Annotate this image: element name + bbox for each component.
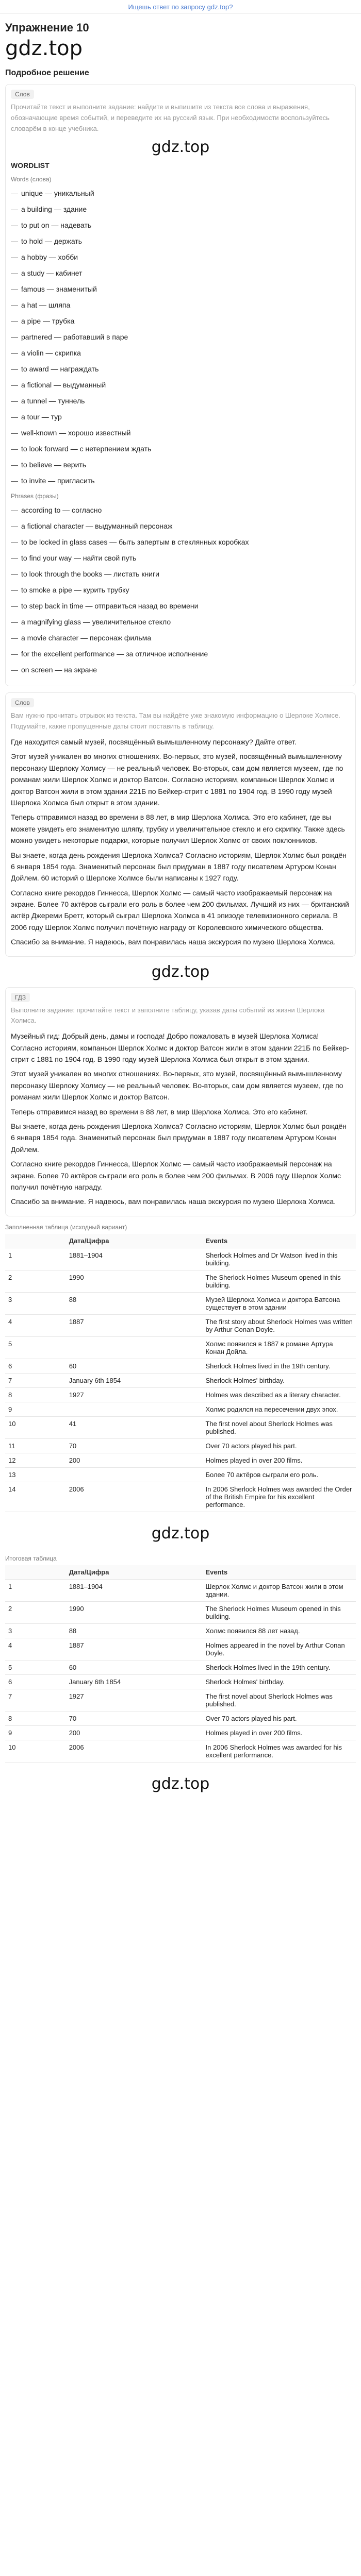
list-item: — a pipe — трубка xyxy=(11,317,75,326)
list-item: — according to — согласно xyxy=(11,506,102,515)
table-row xyxy=(5,1416,356,1438)
watermark: gdz.top xyxy=(5,37,83,60)
table-cell: 1887 xyxy=(66,1638,203,1660)
table-cell: Sherlock Holmes' birthday. xyxy=(202,1373,356,1387)
table-1 xyxy=(5,1224,356,1512)
list-item: — to look through the books — листать книги xyxy=(11,570,159,579)
table-cell: 60 xyxy=(66,1359,203,1373)
paragraph: Где находится самый музей, посвящённый вымышленному персонажу? Дайте ответ. xyxy=(11,737,297,746)
table-row xyxy=(5,1402,356,1416)
answer-card xyxy=(5,987,356,1216)
table-row xyxy=(5,1725,356,1740)
table-cell: The first story about Sherlock Holmes was written by Arthur Conan Doyle. xyxy=(202,1314,356,1336)
table-cell: In 2006 Sherlock Holmes was awarded the Order of the British Empire for his excellent performance. xyxy=(202,1482,356,1512)
list-item: — famous — знаменитый xyxy=(11,285,97,294)
table-cell: January 6th 1854 xyxy=(66,1373,203,1387)
table-cell: Музей Шерлока Холмса и доктора Ватсона существует в этом здании xyxy=(202,1292,356,1314)
table-cell: The Sherlock Holmes Museum opened in this building. xyxy=(202,1601,356,1623)
page-title: Упражнение 10 xyxy=(5,21,89,34)
table-cell: The Sherlock Holmes Museum opened in this building. xyxy=(202,1270,356,1292)
table-cell: 1927 xyxy=(66,1689,203,1711)
watermark: gdz.top xyxy=(151,1774,210,1793)
table-cell: 3 xyxy=(5,1623,66,1638)
table-cell: 7 xyxy=(5,1689,66,1711)
table-cell: Sherlock Holmes lived in the 19th century. xyxy=(202,1359,356,1373)
table-cell: 2 xyxy=(5,1601,66,1623)
list-item: — to award — награждать xyxy=(11,365,99,374)
table-cell: 41 xyxy=(66,1416,203,1438)
paragraph: Вы знаете, когда день рождения Шерлока Холмса? Согласно историям, Шерлок Холмс был рождён 6 января 1854 года. Знаменитый персонаж был придуман в 1887 году писателем Артуром Конан Дойлем. xyxy=(11,1122,347,1154)
column-header xyxy=(5,1565,66,1580)
table-cell: 60 xyxy=(66,1660,203,1674)
column-header xyxy=(5,1234,66,1248)
intro-tag: Слов xyxy=(11,90,34,99)
table-row xyxy=(5,1314,356,1336)
table-cell: Over 70 actors played his part. xyxy=(202,1711,356,1725)
table-cell: Sherlock Holmes and Dr Watson lived in this building. xyxy=(202,1248,356,1270)
table-cell: Holmes was described as a literary character. xyxy=(202,1387,356,1402)
table-cell: Over 70 actors played his part. xyxy=(202,1438,356,1453)
table-row xyxy=(5,1740,356,1762)
table-row xyxy=(5,1623,356,1638)
paragraph: Спасибо за внимание. Я надеюсь, вам понравилась наша экскурсия по музею Шерлока Холмса. xyxy=(11,1197,336,1206)
table-cell: 1881–1904 xyxy=(66,1248,203,1270)
table-cell: January 6th 1854 xyxy=(66,1674,203,1689)
watermark-row xyxy=(5,1770,356,1798)
table-row xyxy=(5,1601,356,1623)
table-row xyxy=(5,1579,356,1601)
list-item: — to step back in time — отправиться назад во времени xyxy=(11,602,199,611)
list-item: — a tour — тур xyxy=(11,413,62,421)
watermark-row xyxy=(5,1519,356,1548)
table-cell: Holmes played in over 200 films. xyxy=(202,1453,356,1467)
table-cell: 10 xyxy=(5,1740,66,1762)
column-header: Дата/Цифра xyxy=(66,1565,203,1580)
table-cell: 7 xyxy=(5,1373,66,1387)
list-item: — to find your way — найти свой путь xyxy=(11,554,137,563)
table-cell: 13 xyxy=(5,1467,66,1482)
table-cell: 1927 xyxy=(66,1387,203,1402)
table-row xyxy=(5,1438,356,1453)
table-cell: 1881–1904 xyxy=(66,1579,203,1601)
watermark: gdz.top xyxy=(151,138,210,157)
table-cell: 14 xyxy=(5,1482,66,1512)
list-item: — to invite — пригласить xyxy=(11,477,95,485)
paragraph: Теперь отправимся назад во времени в 88 лет, в мир Шерлока Холмса. Это его кабинет, где вы можете увидеть его знаменитую шляпу, трубку и увеличительное стекло и его скрипку. Также здесь можно увидеть некоторые подарки, которые получил Шерлок Холмс от своих поклонников. xyxy=(11,813,345,845)
text-instruction: Вам нужно прочитать отрывок из текста. Там вы найдёте уже знакомую информацию о Шерлоке Холмсе. Подумайте, какие пропущенные даты стоит поставить в таблицу. xyxy=(11,711,340,731)
list-item: — partnered — работавший в паре xyxy=(11,333,128,342)
table-cell: 9 xyxy=(5,1402,66,1416)
page-subtitle: Подробное решение xyxy=(5,69,89,77)
list-item: — a fictional character — выдуманный персонаж xyxy=(11,522,173,531)
table-row xyxy=(5,1359,356,1373)
answer-instruction: Выполните задание: прочитайте текст и заполните таблицу, указав даты событий из жизни Шерлока Холмса. xyxy=(11,1006,325,1025)
list-item: — to smoke a pipe — курить трубку xyxy=(11,586,129,595)
text-card xyxy=(5,692,356,956)
table-cell: 6 xyxy=(5,1674,66,1689)
table-cell: Шерлок Холмс и доктор Ватсон жили в этом здании. xyxy=(202,1579,356,1601)
intro-card xyxy=(5,84,356,686)
table-cell: Holmes appeared in the novel by Arthur Conan Doyle. xyxy=(202,1638,356,1660)
table-cell: 1 xyxy=(5,1248,66,1270)
vocab-label: Words (слова) xyxy=(11,176,52,183)
table-cell: 1887 xyxy=(66,1314,203,1336)
table-row xyxy=(5,1467,356,1482)
table-row xyxy=(5,1453,356,1467)
table-row xyxy=(5,1248,356,1270)
list-item: — to be locked in glass cases — быть запертым в стеклянных коробках xyxy=(11,538,249,547)
table-cell: 12 xyxy=(5,1453,66,1467)
list-item: — a movie character — персонаж фильма xyxy=(11,634,152,642)
paragraph: Согласно книге рекордов Гиннесса, Шерлок Холмс — самый часто изображаемый персонаж на экране. Более 70 актёров сыграли его роль в более чем 200 фильмах. В 2006 году Шерлок Холмс получил почётную награду. xyxy=(11,1160,341,1191)
table-cell: Sherlock Holmes' birthday. xyxy=(202,1674,356,1689)
table-cell: 5 xyxy=(5,1660,66,1674)
answer-tag: ГДЗ xyxy=(11,993,30,1002)
table-row xyxy=(5,1674,356,1689)
table-cell: 70 xyxy=(66,1711,203,1725)
table-cell: 70 xyxy=(66,1438,203,1453)
list-item: — a violin — скрипка xyxy=(11,349,81,358)
table-cell: 88 xyxy=(66,1623,203,1638)
watermark: gdz.top xyxy=(151,1524,210,1543)
table-cell: 5 xyxy=(5,1336,66,1359)
table-cell: 3 xyxy=(5,1292,66,1314)
vocab-header: WORDLIST xyxy=(11,161,50,170)
table-cell: 2006 xyxy=(66,1482,203,1512)
table-cell: 9 xyxy=(5,1725,66,1740)
phrases-list xyxy=(11,505,350,675)
table-header-row xyxy=(5,1565,356,1580)
table-2 xyxy=(5,1555,356,1762)
list-item: — a building — здание xyxy=(11,205,87,214)
table-cell: 2 xyxy=(5,1270,66,1292)
list-item: — to believe — верить xyxy=(11,461,87,469)
list-item: — a fictional — выдуманный xyxy=(11,381,106,389)
column-header: Events xyxy=(202,1565,356,1580)
paragraph: Этот музей уникален во многих отношениях. Во-первых, это музей, посвящённый вымышленному персонажу Шерлоку Холмсу — не реальный человек. Во-вторых, сам дом является музеем, где по романам жили Шерлок Холмс и доктор Ватсон. xyxy=(11,1070,343,1101)
table-cell: 8 xyxy=(5,1711,66,1725)
table-cell xyxy=(66,1336,203,1359)
table-cell: The first novel about Sherlock Holmes was published. xyxy=(202,1689,356,1711)
table-row xyxy=(5,1292,356,1314)
list-item: — a magnifying glass — увеличительное стекло xyxy=(11,618,171,626)
table-cell: The first novel about Sherlock Holmes was published. xyxy=(202,1416,356,1438)
table-cell xyxy=(66,1467,203,1482)
list-item: — to put on — надевать xyxy=(11,221,92,230)
vocab-list xyxy=(11,188,350,486)
table-body xyxy=(5,1248,356,1512)
table-row xyxy=(5,1373,356,1387)
table-cell: 8 xyxy=(5,1387,66,1402)
table-cell: 4 xyxy=(5,1314,66,1336)
table-cell: 11 xyxy=(5,1438,66,1453)
list-item: — a tunnel — туннель xyxy=(11,397,85,405)
table-cell: Холмс родился на пересечении двух эпох. xyxy=(202,1402,356,1416)
table-cell: 1990 xyxy=(66,1601,203,1623)
column-header: Events xyxy=(202,1234,356,1248)
table-cell: Holmes played in over 200 films. xyxy=(202,1725,356,1740)
list-item: — unique — уникальный xyxy=(11,189,94,198)
paragraph: Вы знаете, когда день рождения Шерлока Холмса? Согласно историям, Шерлок Холмс был рождён 6 января 1854 года. Знаменитый персонаж был придуман в 1887 году писателем Артуром Конан Дойлем. 60 историй о Шерлоке Холмсе были написаны к 1927 году. xyxy=(11,851,347,883)
table-row xyxy=(5,1711,356,1725)
table-row xyxy=(5,1689,356,1711)
table-row xyxy=(5,1482,356,1512)
list-item: — for the excellent performance — за отличное исполнение xyxy=(11,650,208,658)
table-cell: 1990 xyxy=(66,1270,203,1292)
paragraph: Теперь отправимся назад во времени в 88 лет, в мир Шерлока Холмса. Это его кабинет. xyxy=(11,1107,308,1116)
list-item: — a study — кабинет xyxy=(11,269,83,278)
list-item: — on screen — на экране xyxy=(11,666,97,674)
table-cell: Более 70 актёров сыграли его роль. xyxy=(202,1467,356,1482)
dates-table xyxy=(5,1234,356,1512)
text-tag: Слов xyxy=(11,698,34,707)
dates-table xyxy=(5,1565,356,1762)
table-cell: 6 xyxy=(5,1359,66,1373)
table-cell: Холмс появился 88 лет назад. xyxy=(202,1623,356,1638)
paragraph: Этот музей уникален во многих отношениях. Во-первых, это музей, посвящённый вымышленному персонажу Шерлоку Холмсу — не реальный человек. Во-вторых, сам дом является музеем, где по романам жили Шерлок Холмс и доктор Ватсон. Согласно историям, компаньон Шерлок Холмс и доктор Ватсон жили в этом здании 221Б по Бейкер-стрит с 1881 по 1904 год. В 1990 году музей Шерлока Холмса был открыт в этом здании. xyxy=(11,752,343,807)
table-header-row xyxy=(5,1234,356,1248)
table-cell: 2006 xyxy=(66,1740,203,1762)
list-item: — to look forward — с нетерпением ждать xyxy=(11,445,152,453)
list-item: — to hold — держать xyxy=(11,237,83,246)
table-cell: 200 xyxy=(66,1725,203,1740)
table-cell: Sherlock Holmes lived in the 19th century. xyxy=(202,1660,356,1674)
paragraph: Согласно книге рекордов Гиннесса, Шерлок Холмс — самый часто изображаемый персонаж на экране. Более 70 актёров сыграли его роль в более чем 200 фильмах. Лучший из них — британский актёр Джереми Бретт, который сыграл Шерлока Холмса в 41 эпизоде телевизионного сериала. В 2006 году Шерлок Холмс получил почётную награду от Королевского химического общества. xyxy=(11,888,349,931)
phrases-label: Phrases (фразы) xyxy=(11,493,59,500)
intro-text: Прочитайте текст и выполните задание: найдите и выпишите из текста все слова и выражения, обозначающие время событий, и переведите их на русский язык. При необходимости воспользуйтесь словарём в конце учебника. xyxy=(11,103,330,132)
table-row xyxy=(5,1336,356,1359)
list-item: — well-known — хорошо известный xyxy=(11,429,131,437)
table-cell: Холмс появился в 1887 в романе Артура Конан Дойла. xyxy=(202,1336,356,1359)
table-body xyxy=(5,1579,356,1762)
table-cell: 88 xyxy=(66,1292,203,1314)
table-cell: In 2006 Sherlock Holmes was awarded for his excellent performance. xyxy=(202,1740,356,1762)
table-row xyxy=(5,1270,356,1292)
list-item: — a hat — шляпа xyxy=(11,301,71,310)
table-cell xyxy=(66,1402,203,1416)
list-item: — a hobby — хобби xyxy=(11,253,78,262)
paragraph: Музейный гид: Добрый день, дамы и господа! Добро пожаловать в музей Шерлока Холмса! Согласно историям, компаньон Шерлок Холмс и доктор Ватсон жили в этом здании 221Б по Бейкер-стрит с 1881 по 1904 год. В 1990 году музей Шерлока Холмса был открыт в этом здании. xyxy=(11,1032,349,1063)
table-cell: 1 xyxy=(5,1579,66,1601)
table-cell: 10 xyxy=(5,1416,66,1438)
column-header: Дата/Цифра xyxy=(66,1234,203,1248)
table-row xyxy=(5,1660,356,1674)
table-2-caption: Итоговая таблица xyxy=(5,1554,57,1562)
top-link[interactable]: Ищешь ответ по запросу gdz.top? xyxy=(128,3,233,11)
table-row xyxy=(5,1387,356,1402)
table-cell: 4 xyxy=(5,1638,66,1660)
table-cell: 200 xyxy=(66,1453,203,1467)
table-1-caption: Заполненная таблица (исходный вариант) xyxy=(5,1223,127,1231)
top-bar xyxy=(0,0,361,14)
watermark: gdz.top xyxy=(151,962,210,981)
paragraph: Спасибо за внимание. Я надеюсь, вам понравилась наша экскурсия по музею Шерлока Холмса. xyxy=(11,938,336,946)
table-row xyxy=(5,1638,356,1660)
content xyxy=(0,21,361,1798)
